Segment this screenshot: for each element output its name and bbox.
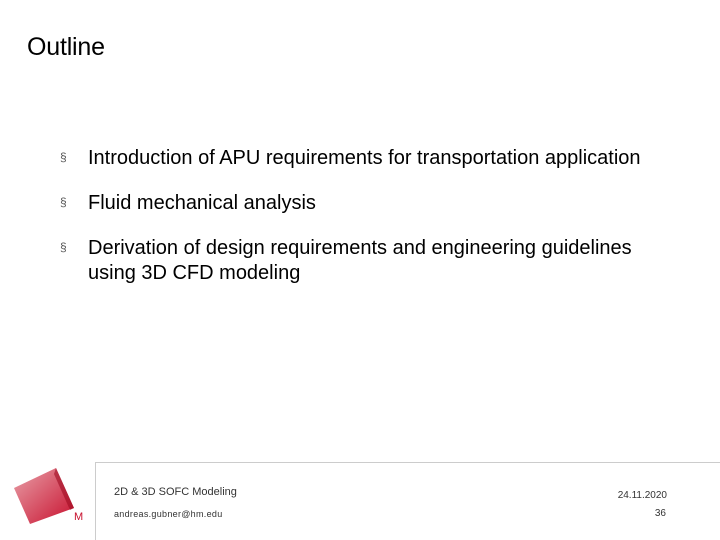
bullet-item [58,236,678,286]
bullet-marker-icon: § [60,150,67,164]
footer-title: 2D & 3D SOFC Modeling [114,486,237,498]
footer-page-number: 36 [654,508,666,519]
bullet-text: Fluid mechanical analysis [88,192,316,214]
footer-frame [95,462,720,540]
logo-letter: M [74,511,84,523]
footer-date: 24.11.2020 [617,490,667,501]
bullet-list [58,146,678,306]
bullet-text: Derivation of design requirements and engineering guidelines using 3D CFD modeling [88,237,632,284]
bullet-item [58,146,678,171]
slide-title: Outline [27,33,105,61]
hm-logo-icon [10,462,90,532]
bullet-marker-icon: § [60,195,67,209]
footer-email: andreas.gubner@hm.edu [114,509,223,519]
bullet-text: Introduction of APU requirements for transportation application [88,147,641,169]
bullet-item [58,191,678,216]
bullet-marker-icon: § [60,240,67,254]
